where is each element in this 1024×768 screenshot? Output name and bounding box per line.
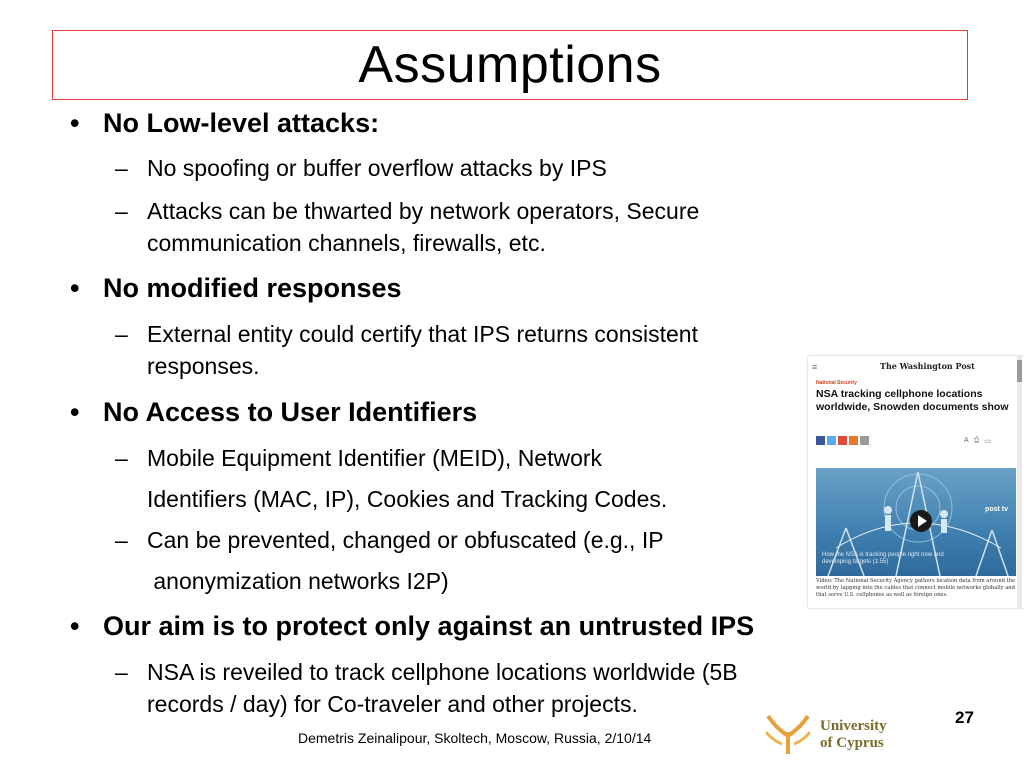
- video-caption: Video: The National Security Agency gathers location data from around the world by tapping into the cables that connect mobile networks globally and that serve U.S. cellphones as well as foreign ones.: [816, 578, 1016, 598]
- sub-bullet-text: NSA is reveiled to track cellphone locations worldwide (5B: [147, 659, 738, 685]
- sub-bullet-text: Mobile Equipment Identifier (MEID), Network: [147, 445, 603, 471]
- print-icon: ⎙: [973, 437, 980, 444]
- article-headline: NSA tracking cellphone locations worldwide, Snowden documents show: [816, 388, 1009, 413]
- comments-icon: ▭: [984, 438, 991, 445]
- university-name-line1: University: [820, 718, 887, 734]
- sub-bullet-text: Identifiers (MAC, IP), Cookies and Tracking Codes.: [147, 486, 668, 512]
- bullet-dot: •: [70, 611, 80, 641]
- text-size-icon: A: [964, 437, 969, 444]
- more-share-icon: [860, 436, 869, 445]
- washington-post-screenshot: [808, 356, 1024, 608]
- slide-footer: Demetris Zeinalipour, Skoltech, Moscow, Russia, 2/10/14: [298, 730, 652, 746]
- bullet-dot: •: [70, 397, 80, 427]
- sub-bullet-text: responses.: [147, 353, 260, 379]
- bullet-text: No Access to User Identifiers: [103, 397, 478, 427]
- sub-bullet-dash: –: [115, 527, 128, 553]
- slide-title: Assumptions: [358, 36, 662, 94]
- university-logo: [762, 714, 902, 756]
- university-name: [820, 718, 887, 752]
- sub-bullet-text: No spoofing or buffer overflow attacks by IPS: [147, 155, 607, 181]
- sub-bullet-text: External entity could certify that IPS returns consistent: [147, 321, 698, 347]
- twitter-icon: [827, 436, 836, 445]
- sub-bullet-dash: –: [115, 321, 128, 347]
- scrollbar-thumb: [1017, 360, 1022, 382]
- sub-bullet-dash: –: [115, 155, 128, 181]
- sub-bullet-dash: –: [115, 445, 128, 471]
- bullet-text: No modified responses: [103, 273, 402, 303]
- bullet-dot: •: [70, 273, 80, 303]
- sub-bullet-text: communication channels, firewalls, etc.: [147, 230, 546, 256]
- sub-bullet-dash: –: [115, 198, 128, 224]
- sub-bullet-dash: –: [115, 659, 128, 685]
- bullet-text: No Low-level attacks:: [103, 108, 380, 138]
- newspaper-masthead: The Washington Post: [880, 361, 975, 371]
- bullet-dot: •: [70, 108, 80, 138]
- google-plus-icon: [838, 436, 847, 445]
- scrollbar: [1017, 356, 1022, 608]
- sub-bullet-text: anonymization networks I2P): [147, 568, 449, 594]
- email-icon: [849, 436, 858, 445]
- sub-bullet-text: records / day) for Co-traveler and other projects.: [147, 691, 638, 717]
- page-number: 27: [955, 708, 974, 727]
- video-title: How the NSA is tracking people right now and developing targets (1:55): [822, 552, 944, 565]
- video-play-button: [910, 510, 932, 532]
- sub-bullet-text: Can be prevented, changed or obfuscated (e.g., IP: [147, 527, 664, 553]
- menu-icon: ≡: [812, 362, 818, 372]
- video-player: [816, 468, 1016, 576]
- facebook-icon: [816, 436, 825, 445]
- article-section: National Security: [816, 380, 857, 386]
- university-name-line2: of Cyprus: [820, 735, 884, 751]
- bullet-text: Our aim is to protect only against an untrusted IPS: [103, 611, 755, 641]
- post-tv-logo: post tv: [985, 506, 1008, 513]
- university-emblem-icon: [762, 714, 814, 756]
- share-buttons: [816, 436, 869, 445]
- article-tools: [964, 437, 991, 445]
- sub-bullet-text: Attacks can be thwarted by network operators, Secure: [147, 198, 700, 224]
